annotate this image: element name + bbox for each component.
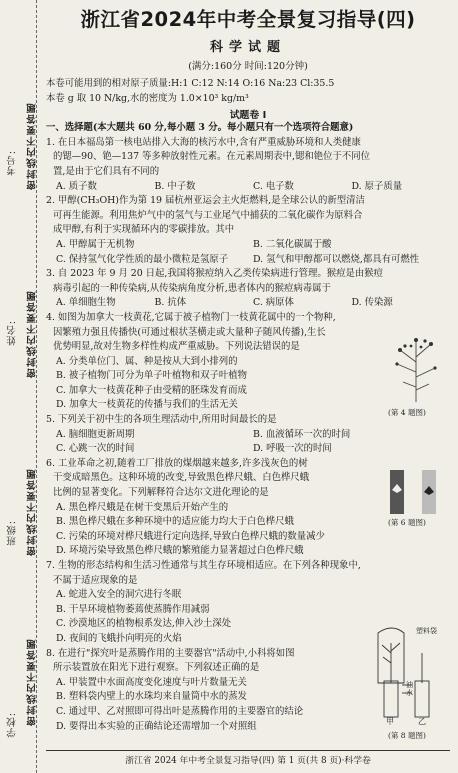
figure-4-caption: (第 4 题图) bbox=[388, 408, 426, 417]
question-2 bbox=[46, 194, 450, 267]
option-C[interactable]: C. 加拿大一枝黄花种子由受精的胚珠发育而成 bbox=[56, 384, 247, 396]
seal-line-notice-4: 密封线内不要答题 bbox=[27, 638, 38, 726]
option-A[interactable]: A. 分类单位门、属、种是按从大到小排列的 bbox=[56, 355, 238, 367]
atomic-mass-note: 本卷可能用到的相对原子质量:H:1 C:12 N:14 O:16 Na:23 Cl:35.5 bbox=[46, 78, 335, 89]
oil-label: 油 bbox=[406, 681, 413, 689]
seal-line-notice-1: 密封线内不要答题 bbox=[27, 102, 38, 190]
question-text-line: 不属于适应现象的是 bbox=[53, 574, 138, 586]
water-label: 水 bbox=[406, 689, 413, 697]
question-text-line: 可再生能源。利用焦炉气中的氢气与工业尾气中捕获的二氧化碳作为原料合 bbox=[53, 209, 363, 221]
option-D[interactable]: D. 环境污染导致黑色桦尺蛾的繁殖能力显著超过白色桦尺蛾 bbox=[56, 545, 304, 557]
question-text-line: 的锶—90、铯—137 等多种放射性元素。在元素周期表中,锶和铯位于不同位 bbox=[53, 151, 371, 163]
option-A[interactable]: A. 黑色桦尺蛾是在树干变黑后开始产生的 bbox=[56, 501, 229, 513]
option-C[interactable]: C. 沙漠地区的植物根系发达,伸入沙土深处 bbox=[56, 618, 232, 630]
option-D[interactable]: D. 夜间的飞蛾扑向明亮的火焰 bbox=[56, 632, 182, 644]
option-C[interactable]: C. 心跳一次的时间 bbox=[56, 443, 135, 455]
constants-note: 本卷 g 取 10 N/kg,水的密度为 1.0×10³ kg/m³ bbox=[46, 92, 249, 104]
option-B[interactable]: B. 抗体 bbox=[154, 297, 187, 309]
section-intro: 一、选择题(本大题共 60 分,每小题 3 分。每小题只有一个选项符合题意) bbox=[46, 122, 354, 134]
option-C[interactable]: C. 通过甲、乙对照即可得出叶是蒸腾作用的主要器官的结论 bbox=[56, 705, 304, 717]
option-D[interactable]: D. 加拿大一枝黄花的传播与我们的生活无关 bbox=[56, 399, 238, 411]
jia-label: 甲 bbox=[386, 717, 394, 726]
transpiration-figure bbox=[372, 623, 450, 721]
name-label: 姓名: bbox=[7, 320, 18, 346]
subject-title: 科学试题 bbox=[209, 40, 286, 55]
option-C[interactable]: C. 病原体 bbox=[253, 297, 294, 309]
page-footer: 浙江省 2024 年中考全景复习指导(四) 第 1 页(共 8 页)·科学卷 bbox=[125, 756, 371, 766]
question-text-line: 8. 在进行"探究叶是蒸腾作用的主要器官"活动中,小科将如图 bbox=[46, 647, 295, 659]
question-text-line: 置,是由于它们具有不同的 bbox=[53, 165, 160, 177]
option-B[interactable]: B. 被子植物门可分为单子叶植物和双子叶植物 bbox=[56, 370, 247, 382]
yi-label: 乙 bbox=[418, 717, 426, 726]
footer-rule bbox=[46, 750, 450, 751]
option-D[interactable]: D. 要得出本实验的正确结论还需增加一个对照组 bbox=[56, 720, 257, 732]
option-B[interactable]: B. 血液循环一次的时间 bbox=[253, 428, 351, 440]
option-C[interactable]: C. 电子数 bbox=[253, 180, 294, 192]
option-B[interactable]: B. 黑色桦尺蛾在多种环境中的适应能力均大于白色桦尺蛾 bbox=[56, 516, 294, 528]
figure-6-caption: (第 6 题图) bbox=[388, 518, 426, 527]
question-text-line: 7. 生物的形态结构和生活习性通常与其生存环境相适应。在下列各种现象中, bbox=[46, 560, 361, 571]
option-B[interactable]: B. 干旱环境植物萎蔫使蒸腾作用减弱 bbox=[56, 603, 210, 615]
question-text-line: 干变成暗黑色。这种环境的改变,导致黑色桦尺蛾、白色桦尺蛾 bbox=[53, 472, 310, 484]
question-3 bbox=[46, 267, 450, 311]
score-time-line: (满分:160分 时间:120分钟) bbox=[188, 61, 308, 72]
option-D[interactable]: D. 原子质量 bbox=[351, 180, 403, 192]
option-B[interactable]: B. 中子数 bbox=[154, 180, 196, 192]
option-A[interactable]: A. 单细胞生物 bbox=[56, 297, 116, 309]
option-C[interactable]: C. 污染的环境对桦尺蛾进行定向选择,导致白色桦尺蛾的数量减少 bbox=[56, 530, 325, 542]
option-A[interactable]: A. 蛇进入安全的洞穴进行冬眠 bbox=[56, 589, 182, 601]
bag-label: 塑料袋 bbox=[416, 627, 437, 635]
option-D[interactable]: D. 传染源 bbox=[351, 297, 393, 309]
goldenrod-figure bbox=[385, 332, 447, 404]
question-text-line: 2. 甲醇(CH₃OH)作为第 19 届杭州亚运会主火炬燃料,是全球公认的新型清洁 bbox=[46, 195, 365, 207]
question-text-line: 5. 下列关于初中生的各项生理活动中,所用时间最长的是 bbox=[46, 414, 277, 426]
option-A[interactable]: A. 甲醇属于无机物 bbox=[56, 238, 135, 250]
moth-figure bbox=[382, 468, 448, 516]
section-title: 试题卷 Ⅰ bbox=[229, 110, 267, 122]
question-1 bbox=[46, 136, 450, 194]
seal-line-notice-3: 密封线内不要答题 bbox=[27, 468, 38, 556]
option-A[interactable]: A. 质子数 bbox=[56, 180, 97, 192]
question-5 bbox=[46, 413, 450, 457]
question-text-line: 6. 工业革命之初,随着工厂排放的煤烟越来越多,许多浅灰色的树 bbox=[46, 457, 308, 469]
option-B[interactable]: B. 二氧化碳属于酸 bbox=[253, 238, 332, 250]
exam-title: 浙江省2024年中考全景复习指导(四) bbox=[80, 8, 416, 31]
seal-line-notice-2: 密封线内不要答题 bbox=[27, 290, 38, 378]
option-C[interactable]: C. 保持氢气化学性质的最小微粒是氢原子 bbox=[56, 253, 229, 265]
question-text-line: 比例的显著变化。下列解释符合达尔文进化理论的是 bbox=[53, 487, 269, 499]
question-text-line: 病毒引起的一种传染病,从传染病角度分析,患者体内的猴痘病毒属于 bbox=[53, 282, 331, 294]
exam-no-label: 考号: bbox=[7, 150, 18, 176]
option-D[interactable]: D. 氢气和甲醇都可以燃烧,都具有可燃性 bbox=[253, 253, 420, 265]
school-label: 学校: bbox=[7, 712, 18, 738]
question-text-line: 4. 如图为加拿大一枝黄花,它属于被子植物门一枝黄花属中的一个物种, bbox=[46, 311, 336, 323]
binding-margin bbox=[0, 0, 42, 773]
question-text-line: 优势明显,故对生物多样性构成严重威胁。下列说法错误的是 bbox=[53, 341, 300, 353]
question-text-line: 所示装置放在阳光下进行观察。下列叙述正确的是 bbox=[53, 662, 260, 674]
option-B[interactable]: B. 塑料袋内壁上的水珠均来自量筒中水的蒸发 bbox=[56, 691, 247, 703]
question-text-line: 3. 自 2023 年 9 月 20 日起,我国将猴痘纳入乙类传染病进行管理。猴痘是由猴痘 bbox=[46, 268, 384, 280]
option-A[interactable]: A. 甲装置中水面高度变化速度与叶片数量无关 bbox=[56, 676, 247, 688]
question-text-line: 因繁殖力强且传播快(可通过根状茎横走或大量种子随风传播),生长 bbox=[53, 326, 326, 338]
question-text-line: 1. 在日本福岛第一核电站排入大海的核污水中,含有严重威胁环境和人类健康 bbox=[46, 136, 361, 148]
option-A[interactable]: A. 脑细胞更新周期 bbox=[56, 428, 135, 440]
question-text-line: 成甲醇,有利于实现循环内的零碳排放。其中 bbox=[53, 224, 235, 236]
figure-8-caption: (第 8 题图) bbox=[388, 731, 426, 740]
seal-dashed-line bbox=[36, 0, 37, 773]
option-D[interactable]: D. 呼吸一次的时间 bbox=[253, 443, 332, 455]
class-label: 班级: bbox=[7, 520, 18, 546]
